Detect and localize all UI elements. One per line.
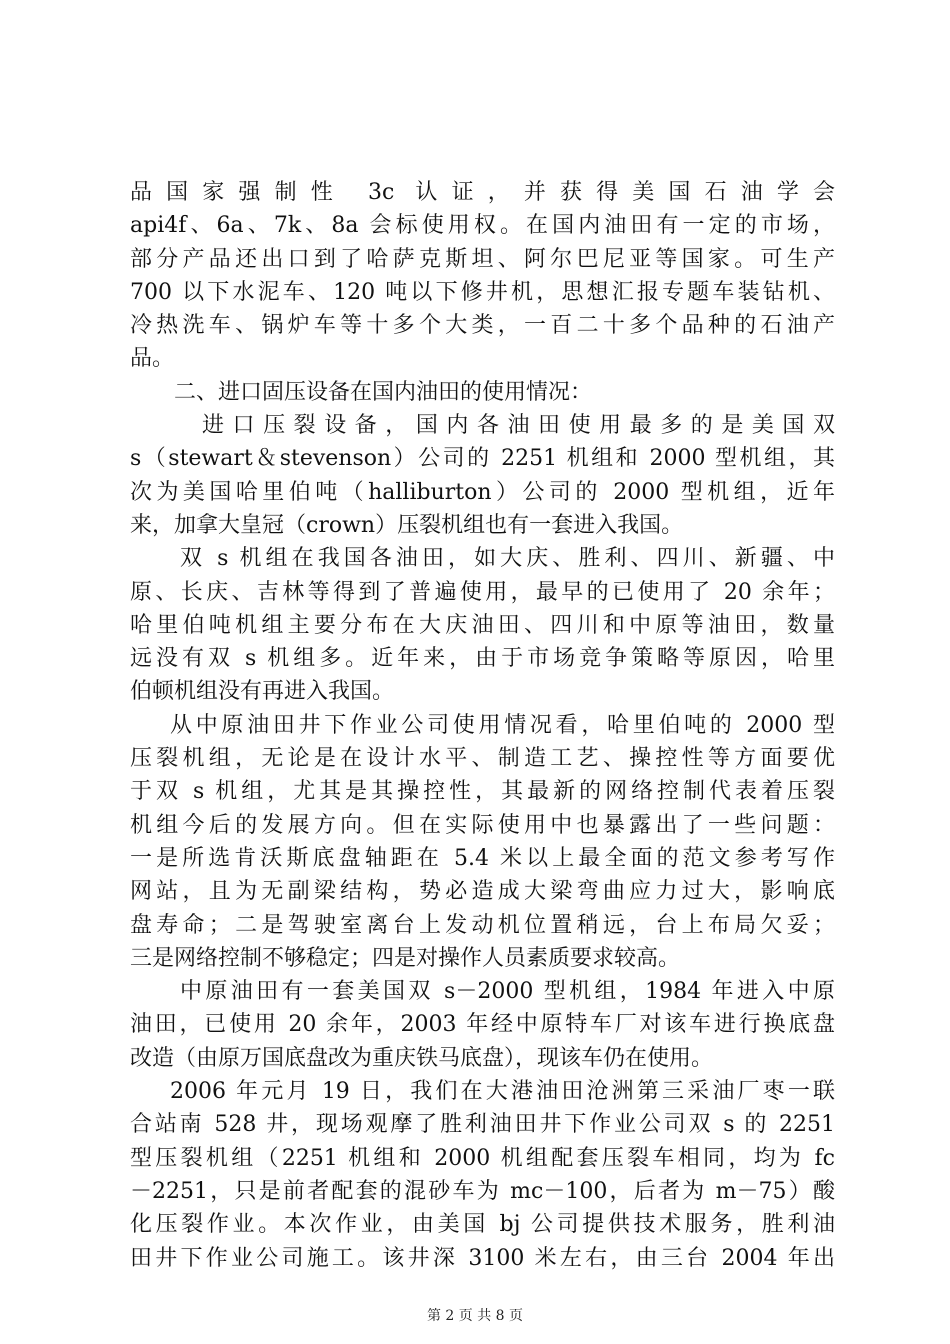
text-line: 一是所选肯沃斯底盘轴距在 5.4 米以上最全面的范文参考写作 [130,845,835,871]
text-line: 伯顿机组没有再进入我国。 [130,679,395,705]
text-line: 于双 s 机组，尤其是其操控性，其最新的网络控制代表着压裂 [130,779,835,805]
page-number: 第 2 页 共 8 页 [426,1308,524,1324]
text-line: 型压裂机组（2251 机组和 2000 机组配套压裂车相同，均为 fc [130,1145,835,1171]
text-line: 哈里伯吨机组主要分布在大庆油田、四川和中原等油田，数量 [130,612,835,638]
text-line: 品国家强制性 3c 认证，并获得美国石油学会 [130,180,835,205]
text-line: 2006 年元月 19 日，我们在大港油田沧洲第三采油厂枣一联 [170,1079,835,1105]
text-line: 冷热洗车、锅炉车等十多个大类，一百二十多个品种的石油产 [130,313,835,339]
text-line: api4f、6a、7k、8a 会标使用权。在国内油田有一定的市场， [130,213,835,239]
text-line: 盘寿命；二是驾驶室离台上发动机位置稍远，台上布局欠妥； [130,912,835,938]
text-line: 改造（由原万国底盘改为重庆铁马底盘），现该车仍在使用。 [130,1045,714,1071]
text-line: 中原油田有一套美国双 s－2000 型机组，1984 年进入中原 [180,979,835,1005]
text-line: 双 s 机组在我国各油田，如大庆、胜利、四川、新疆、中 [180,546,835,572]
text-line: 原、长庆、吉林等得到了普遍使用，最早的已使用了 20 余年； [130,579,835,605]
text-line: －2251，只是前者配套的混砂车为 mc－100，后者为 m－75）酸 [130,1178,835,1204]
text-line: 从中原油田井下作业公司使用情况看，哈里伯吨的 2000 型 [170,712,835,738]
text-line: 品。 [130,346,175,372]
text-line: 合站南 528 井，现场观摩了胜利油田井下作业公司双 s 的 2251 [130,1112,835,1138]
text-line: 机组今后的发展方向。但在实际使用中也暴露出了一些问题： [130,812,835,838]
text-line: 进口压裂设备，国内各油田使用最多的是美国双 [202,413,835,439]
text-line: 三是网络控制不够稳定；四是对操作人员素质要求较高。 [130,945,681,971]
text-line: 部分产品还出口到了哈萨克斯坦、阿尔巴尼亚等国家。可生产 [130,246,835,272]
text-line: 化压裂作业。本次作业，由美国 bj 公司提供技术服务，胜利油 [130,1212,835,1238]
text-line: 压裂机组，无论是在设计水平、制造工艺、操控性等方面要优 [130,746,835,772]
text-line: 田井下作业公司施工。该井深 3100 米左右，由三台 2004 年出 [130,1245,835,1271]
text-line: 来，加拿大皇冠（crown）压裂机组也有一套进入我国。 [130,512,684,538]
text-line: 油田，已使用 20 余年，2003 年经中原特车厂对该车进行换底盘 [130,1012,835,1038]
text-line: 700 以下水泥车、120 吨以下修井机，思想汇报专题车装钻机、 [130,279,835,305]
body-text [130,176,835,1275]
text-line: s（stewart＆stevenson）公司的 2251 机组和 2000 型机组，其 [130,446,835,472]
text-line: 远没有双 s 机组多。近年来，由于市场竞争策略等原因，哈里 [130,646,835,672]
text-line: 网站，且为无副梁结构，势必造成大梁弯曲应力过大，影响底 [130,879,835,905]
text-line: 次为美国哈里伯吨（halliburton）公司的 2000 型机组，近年 [130,479,835,505]
section-heading: 二、进口固压设备在国内油田的使用情况： [174,379,593,405]
